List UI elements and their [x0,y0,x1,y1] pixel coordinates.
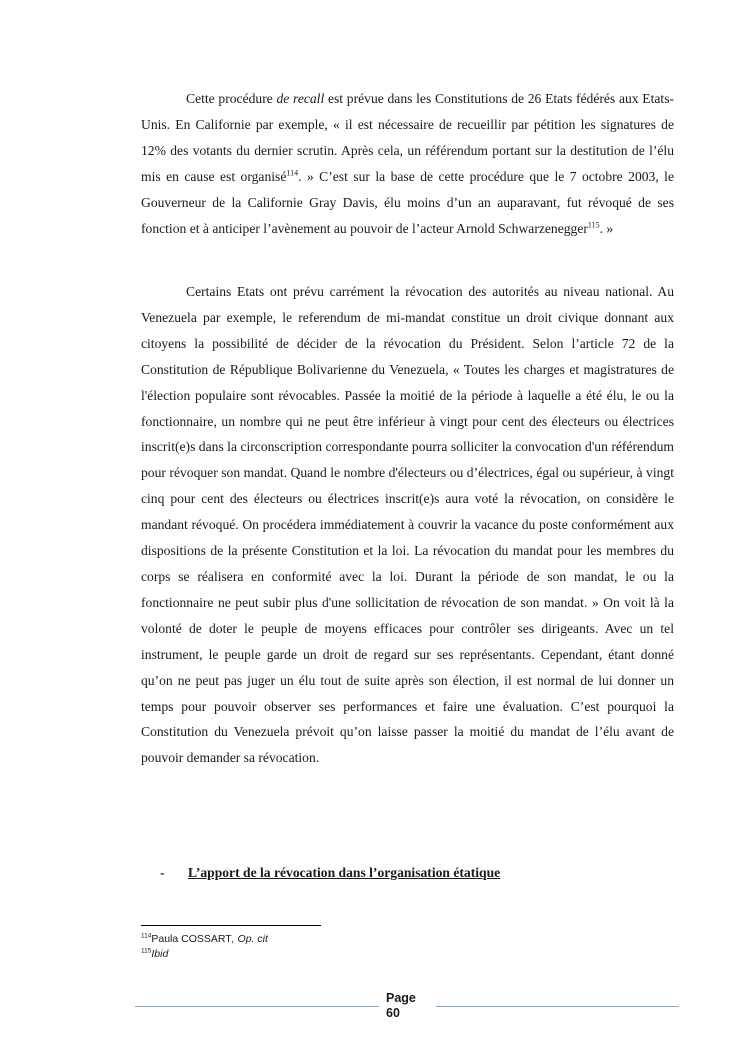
footer-rule-left [135,1006,379,1007]
heading-title: L’apport de la révocation dans l’organisation étatique [188,865,501,880]
recall-emphasis: de recall [276,91,325,106]
page-number: Page 60 [386,991,416,1020]
footnote-114: $^{114}$Paula COSSART, Op. cit [141,932,268,945]
footnote-ref-114[interactable]: 114 [286,168,299,178]
footer-rule-right [436,1006,679,1007]
section-heading [160,860,500,886]
heading-bullet: - [160,865,165,880]
paragraph-venezuela: Certains Etats ont prévu carrément la révocation des autorités au niveau national. Au Venezuela par exemple, le referendum de mi-mandat constitue un droit civique donnant aux citoyens la possibilité de décider de la révocation du Président. Selon l’article 72 de la Constitution de République Bolivarienne du Venezuela, « Toutes les charges et magistratures de l'élection populaire sont révocables. Passée la moitié de la période à laquelle a été élu, le ou la fonctionnaire, un nombre qui ne peut être inférieur à vingt pour cent des électeurs ou électrices inscrit(e)s dans la circonscription correspondante pourra solliciter la convocation d'un référendum pour révoquer son mandat. Quand le nombre d'électeurs ou d’électrices, égal ou supérieur, à vingt cinq pour cent des électeurs ou électrices inscrit(e)s aura voté la révocation, on considère le mandant révoqué. On procédera immédiatement à couvrir la vacance du poste conformément aux dispositions de la présente Constitution et la loi. La révocation du mandat pour les membres du corps se réalisera en conformité avec la loi. Durant la période de son mandat, le ou la fonctionnaire ne peut subir plus d'une sollicitation de révocation de son mandat. » On voit là la volonté de doter le peuple de moyens efficaces pour contrôler ses dirigeants. Avec un tel instrument, le peuple garde un droit de regard sur ses représentants. Cependant, étant donné qu’on ne peut pas juger un élu tout de suite après son élection, il est normal de lui donner un temps pour pouvoir observer ses performances et faire une évaluation. C’est pourquoi la Constitution du Venezuela prévoit qu’on laisse passer la moitié du mandat de l’élu avant de pouvoir demander sa révocation. [141,284,674,766]
footnote-separator [141,925,321,926]
footnote-115: $^{115}$Ibid [141,947,169,960]
footnote-ref-115[interactable]: 115 [587,220,600,229]
paragraph-recall: Cette procédure de recall est prévue dans les Constitutions de 26 Etats fédérés aux Etats-Unis. En Californie par exemple, « il est nécessaire de recueillir par pétition les signatures de 12% des votants du dernier scrutin. Après cela, un référendum portant sur la destitution de l’élu mis en cause est organisé$^{114}$. » C’est sur la base de cette procédure que le 7 octobre 2003, le Gouverneur de la Californie Gray Davis, élu moins d’un an auparavant, fut révoqué de ses fonction et à anticiper l’avènement au pouvoir de l’acteur Arnold Schwarzenegger$^{115}$. » [141,91,675,236]
footnotes [141,932,268,962]
